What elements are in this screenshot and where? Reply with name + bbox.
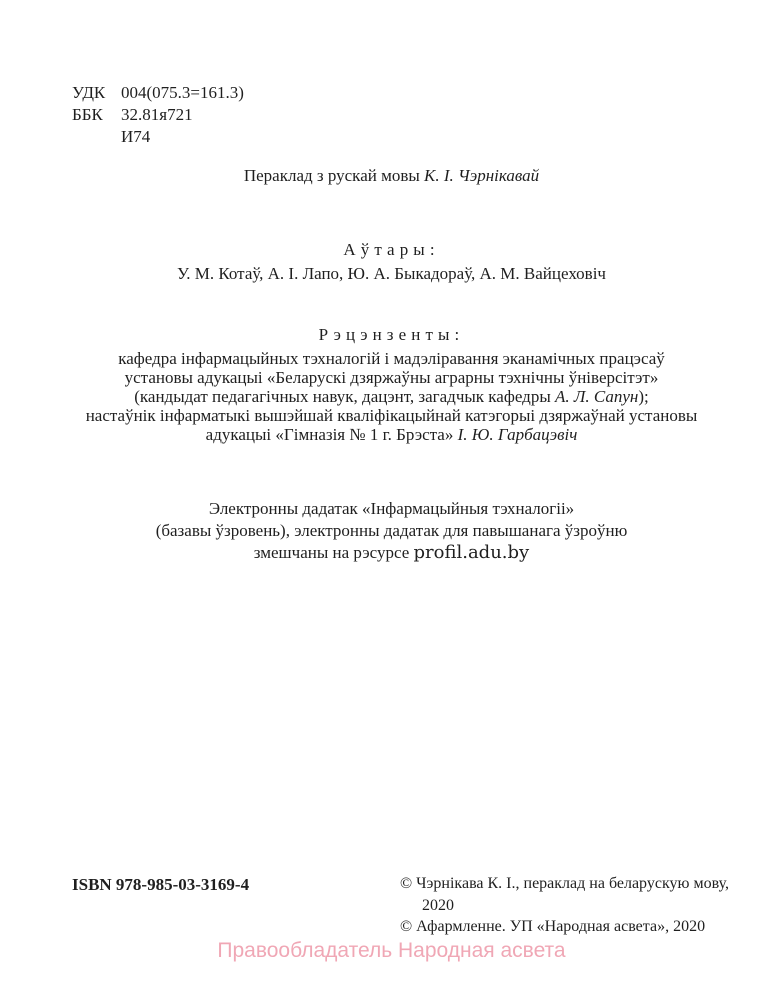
reviewers-heading: Рэцэнзенты: — [318, 325, 465, 344]
text-segment: Пераклад з рускай мовы — [243, 166, 425, 185]
copyright-block — [400, 873, 738, 938]
text-segment: установы адукацыі «Беларускі дзяржаўны аграрны тэхнічны ўніверсітэт» — [124, 368, 659, 387]
text-segment: К. І. Чэрнікавай — [424, 166, 540, 185]
reviewer-line — [0, 349, 783, 368]
electronic-supplement-note — [0, 498, 783, 564]
udk-label: УДК — [72, 83, 106, 102]
authors-heading: Аўтары: — [343, 240, 440, 259]
reviewer-line — [0, 368, 783, 387]
text-segment: настаўнік інфарматыкі вышэйшай кваліфікацыйнай катэгорыі дзяржаўнай установы — [85, 406, 698, 425]
text-segment: А. Л. Сапун — [555, 387, 639, 406]
reviewers-block — [0, 349, 783, 444]
text-segment: кафедра інфармацыйных тэхналогій і мадэліравання эканамічных працэсаў — [118, 349, 665, 368]
supplement-line — [0, 542, 783, 564]
udk-line — [72, 82, 244, 104]
text-segment: змешчаны на рэсурсе — [253, 543, 414, 562]
author-sign: И74 — [121, 127, 151, 146]
text-segment: profil.adu.by — [413, 542, 530, 563]
author-sign-line — [72, 126, 244, 148]
text-segment: Электронны дадатак «Інфармацыйныя тэхналогіі» — [208, 499, 575, 518]
reviewer-line — [0, 425, 783, 444]
isbn: ISBN 978-985-03-3169-4 — [72, 875, 250, 894]
copyright-design: © Афармленне. УП «Народная асвета», 2020 — [400, 918, 706, 935]
text-segment: І. Ю. Гарбацэвіч — [457, 425, 578, 444]
supplement-line — [0, 520, 783, 542]
supplement-line — [0, 498, 783, 520]
translation-credit-line — [0, 166, 783, 186]
reviewer-line — [0, 387, 783, 406]
text-segment: адукацыі «Гімназія № 1 г. Брэста» — [205, 425, 458, 444]
rights-holder-watermark: Правообладатель Народная асвета — [217, 939, 566, 962]
udk-value: 004(075.3=161.3) — [121, 83, 244, 102]
bbk-value: 32.81я721 — [121, 105, 193, 124]
bbk-label: ББК — [72, 105, 103, 124]
text-segment: ); — [638, 387, 649, 406]
text-segment: (базавы ўзровень), электронны дадатак для павышанага ўзроўню — [155, 521, 628, 540]
copyright-translation: © Чэрнікава К. І., пераклад на беларускую мову, 2020 — [400, 875, 729, 914]
catalog-codes-block — [72, 82, 244, 148]
bbk-line — [72, 104, 244, 126]
text-segment: (кандыдат педагагічных навук, дацэнт, загадчык кафедры — [134, 387, 556, 406]
authors-names: У. М. Котаў, А. І. Лапо, Ю. А. Быкадораў, А. М. Вайцеховіч — [177, 264, 606, 283]
reviewer-line — [0, 406, 783, 425]
